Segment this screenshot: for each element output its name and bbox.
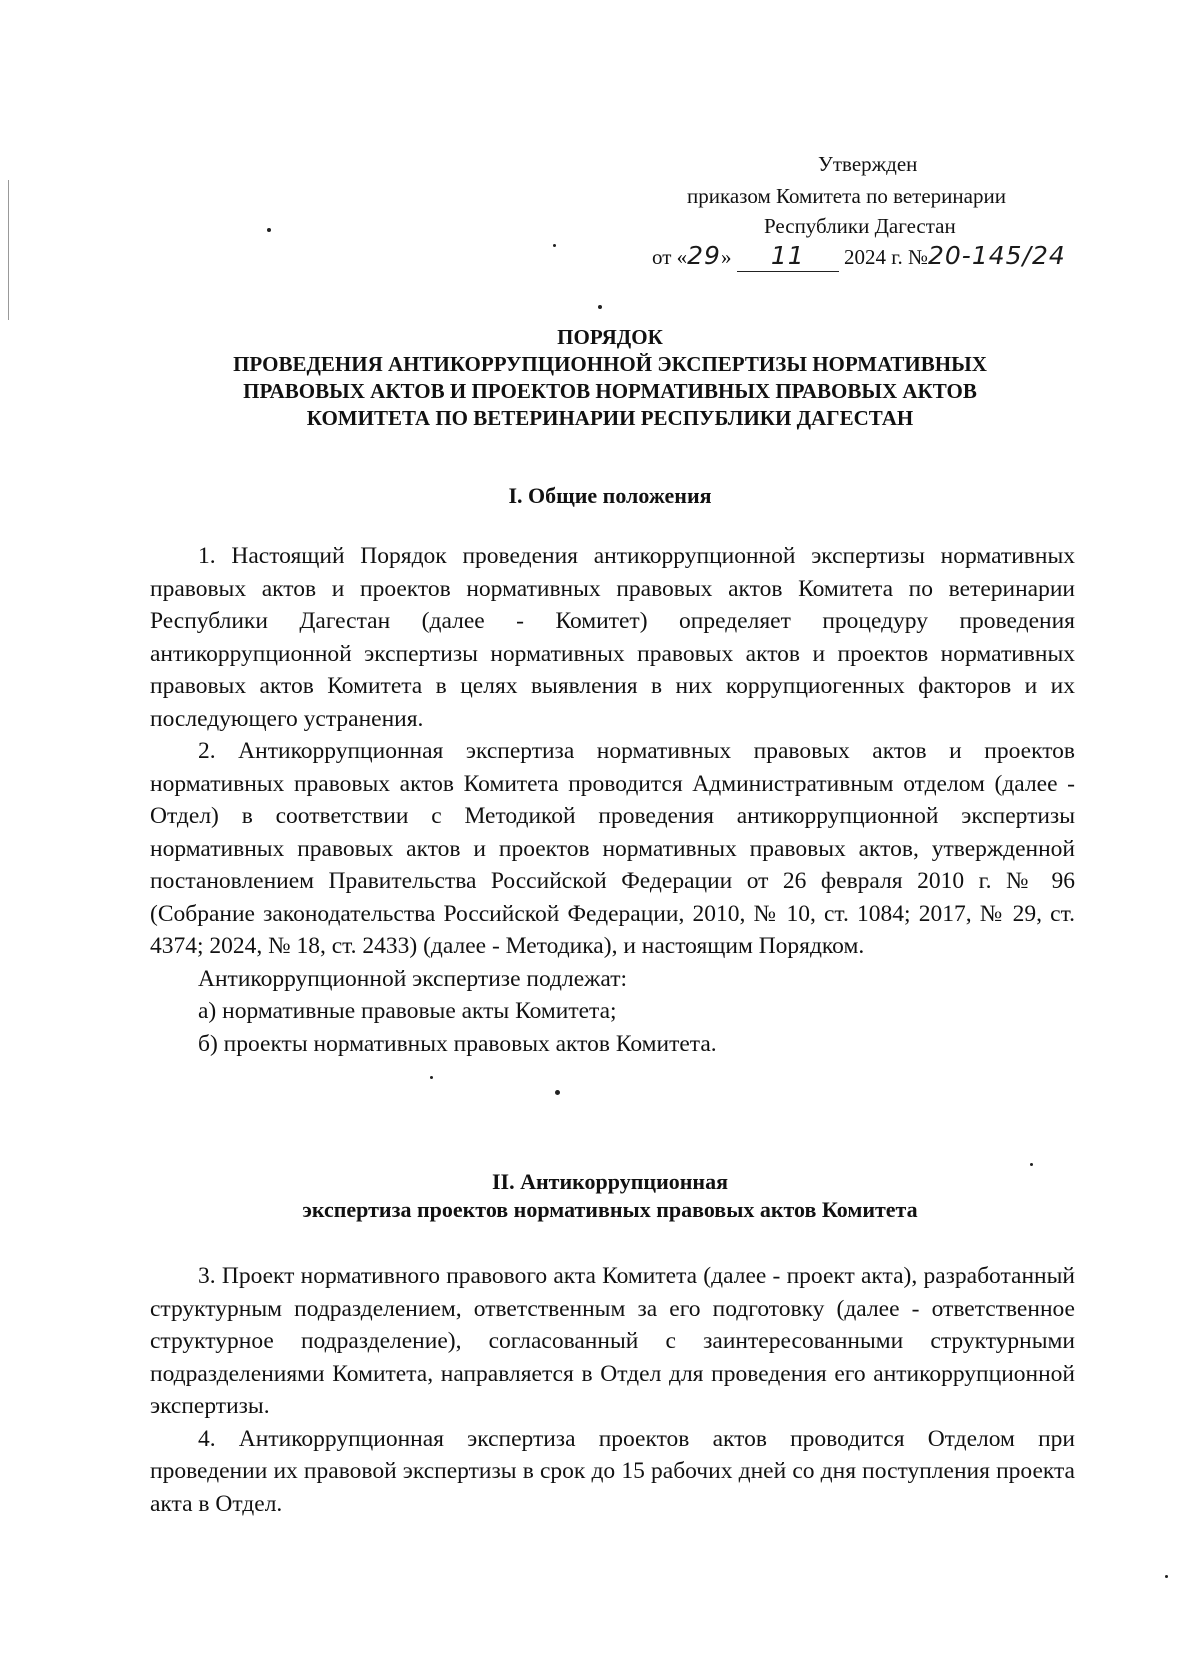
scan-speck bbox=[553, 244, 556, 247]
title-line-3: ПРАВОВЫХ АКТОВ И ПРОЕКТОВ НОРМАТИВНЫХ ПРАВОВЫХ АКТОВ bbox=[243, 379, 977, 403]
scan-edge-line bbox=[8, 180, 9, 320]
paragraph-1: 1. Настоящий Порядок проведения антикоррупционной экспертизы нормативных правовых актов и проектов нормативных правовых актов Комитета по ветеринарии Республики Дагестан (далее - Комитет) определяет процедуру проведения антикоррупционной экспертизы нормативных правовых актов и проектов нормативных правовых актов Комитета в целях выявления в них коррупциогенных факторов и их последующего устранения. bbox=[150, 543, 1075, 732]
date-prefix: от « bbox=[652, 245, 688, 269]
handwritten-month: 11 bbox=[770, 241, 805, 270]
approval-date-line bbox=[652, 242, 1066, 272]
section-2-heading-line-1: II. Антикоррупционная bbox=[491, 1169, 729, 1194]
title-line-2: ПРОВЕДЕНИЯ АНТИКОРРУПЦИОННОЙ ЭКСПЕРТИЗЫ НОРМАТИВНЫХ bbox=[233, 352, 987, 376]
month-blank bbox=[737, 242, 839, 272]
scan-speck bbox=[1030, 1163, 1033, 1166]
year-text: 2024 г. № bbox=[843, 245, 928, 269]
paragraph-2: 2. Антикоррупционная экспертиза нормативных правовых актов и проектов нормативных правовых актов Комитета проводится Административным отделом (далее - Отдел) в соответствии с Методикой проведения антикоррупционной экспертизы нормативных правовых актов и проектов нормативных правовых актов, утвержденной постановлением Правительства Российской Федерации от 26 февраля 2010 г. № 96 (Собрание законодательства Российской Федерации, 2010, № 10, ст. 1084; 2017, № 29, ст. 4374; 2024, № 18, ст. 2433) (далее - Методика), и настоящим Порядком. bbox=[150, 738, 1075, 959]
paragraph-5: б) проекты нормативных правовых актов Комитета. bbox=[198, 1030, 717, 1057]
scan-speck bbox=[267, 228, 271, 232]
approval-line-2: приказом Комитета по ветеринарии bbox=[687, 184, 1006, 208]
section-2-heading bbox=[150, 1168, 1070, 1224]
title-line-1: ПОРЯДОК bbox=[557, 325, 663, 349]
handwritten-day: 29 bbox=[687, 241, 721, 270]
date-mid: » bbox=[720, 245, 732, 269]
scan-speck bbox=[598, 305, 602, 309]
approval-line-3: Республики Дагестан bbox=[764, 214, 956, 238]
paragraph-4: а) нормативные правовые акты Комитета; bbox=[198, 998, 617, 1024]
scan-speck bbox=[555, 1090, 560, 1095]
paragraph-6: 3. Проект нормативного правового акта Комитета (далее - проект акта), разработанный структурным подразделением, ответственным за его подготовку (далее - ответственное структурное подразделение), согласованный с заинтересованными структурными подразделениями Комитета, направляется в Отдел для проведения его антикоррупционной экспертизы. bbox=[150, 1263, 1075, 1419]
section-1-heading-text: I. Общие положения bbox=[508, 483, 712, 508]
section-1-body bbox=[150, 540, 1075, 1060]
section-2-body bbox=[150, 1260, 1075, 1520]
section-2-heading-line-2: экспертиза проектов нормативных правовых актов Комитета bbox=[302, 1197, 918, 1222]
approval-line-1: Утвержден bbox=[818, 152, 918, 176]
section-1-heading bbox=[150, 482, 1070, 510]
paragraph-3: Антикоррупционной экспертизе подлежат: bbox=[198, 965, 627, 992]
scan-speck bbox=[1165, 1575, 1168, 1578]
paragraph-7: 4. Антикоррупционная экспертиза проектов актов проводится Отделом при проведении их правовой экспертизы в срок до 15 рабочих дней со дня поступления проекта акта в Отдел. bbox=[150, 1425, 1075, 1517]
document-title bbox=[150, 324, 1070, 432]
handwritten-number: 20-145/24 bbox=[928, 241, 1066, 270]
title-line-4: КОМИТЕТА ПО ВЕТЕРИНАРИИ РЕСПУБЛИКИ ДАГЕСТАН bbox=[306, 406, 914, 430]
scan-speck bbox=[430, 1076, 433, 1079]
